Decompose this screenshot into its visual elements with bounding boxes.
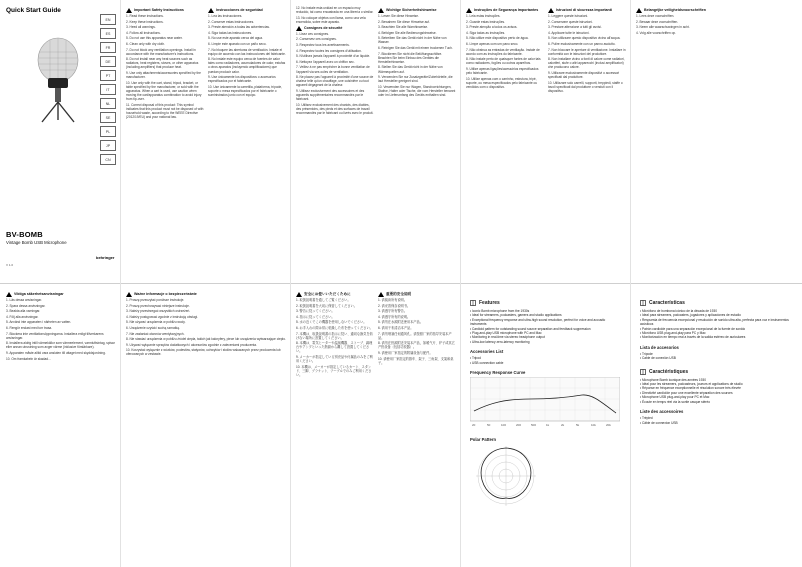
list-item: 10. 请使用厂家指定的推车、架子、三角架、支架和桌子。 [378, 356, 454, 365]
list-item: 6. Limpie este aparato con un paño seco. [208, 41, 267, 46]
safety-page-pl [120, 284, 290, 567]
feature-item: • Respuesta de frecuencia excepcional y resolución de sonido ultra alta, perfecta para voz e instrumentos acústicos [640, 317, 789, 327]
list-item: 2. 请妥善保存说明书。 [378, 303, 411, 308]
safety-column-pl [126, 290, 286, 567]
lang-tab: DE [100, 56, 116, 67]
list-item: 9. Use only attachments/accessories specified by the manufacturer. [126, 71, 201, 80]
list-item: 3. 请遵守所有警告。 [378, 309, 408, 314]
list-item: 8. 请勿在热源附近安装本产品，如暖气片、炉子或其它产热设备（包括功放器）。 [378, 341, 455, 350]
freq-tick: 20 [472, 423, 476, 428]
section-heading: Ważne informacje o bezpieczeństwie [134, 292, 197, 297]
list-item: 4. Siga todas las instrucciones. [208, 30, 252, 35]
lang-tab: EN [100, 14, 116, 25]
list-item: 1. Lisez ces consignes. [296, 31, 329, 36]
list-item: 8. 本機は、電気ヒーターや温風機器、ストーブ、調理台やアンプといった熱源から離して設置してください。 [296, 341, 373, 354]
list-item: 4. 指示に従ってください。 [296, 314, 335, 319]
safety-column-se [6, 290, 116, 567]
lang-tab: ES [100, 28, 116, 39]
list-item: 7. Blockieren Sie nicht die Belüftungsschlitze. Beachten Sie beim Einbau des Gerätes die Herstellerhinweise. [378, 51, 443, 64]
list-item: 7. 请勿堵塞任何通风孔。请按照厂家的指导安装本产品。 [378, 331, 452, 340]
list-item: 1. Leggere queste istruzioni. [548, 14, 589, 18]
list-item: 5. 请勿在水源附近使用本产品。 [378, 320, 423, 325]
list-item: 8. No instale este equipo cerca de fuentes de calor tales como radiadores, acumuladores de calor, estufas u otros aparatos (incluyendo amplificadores) que puedan producir calor. [208, 57, 286, 74]
list-item: 3. Preste atenção a todos os avisos. [466, 25, 518, 30]
safety-page-nl [630, 0, 802, 283]
list-item: 5. Betreiben Sie das Gerät nicht in der Nähe von Wasser. [378, 36, 447, 45]
list-item: 4. 请遵守所有的说明。 [378, 314, 411, 319]
freq-tick: 500 [531, 423, 537, 428]
feature-item: • Ultra-low latency zero-latency monitoring [470, 339, 530, 344]
frequency-heading: Frequency Response Curve [470, 370, 526, 376]
safety-column-nl [636, 6, 798, 283]
list-item: 6. Pulire esclusivamente con un panno asciutto. [548, 41, 616, 46]
list-item: 10. Utilisez exclusivement des chariots, des diables, des présentoirs, des pieds et des surfaces de travail recommandés par le fabricant ou livrés avec le produit. [296, 102, 374, 115]
safety-page-se [0, 284, 120, 567]
accessory-item: • Trípode [640, 351, 653, 356]
list-item: 8. Nie stawiać urządzenia w pobliżu źródeł ciepła, takich jak kaloryfery, piece lub urządzenia wytwarzające ciepło. [126, 337, 286, 342]
list-item: 6. Limpe apenas com um pano seco. [466, 41, 519, 46]
freq-tick: 2k [561, 423, 565, 428]
feature-item: • Micrófono USB plug-and-play para PC y Mac [640, 331, 706, 336]
list-item: 3. Preste atención a todas las advertencias. [208, 25, 270, 30]
frequency-response-chart [470, 377, 620, 427]
feature-item: • Réponse en fréquence exceptionnelle et résolution sonore très élevée [640, 386, 741, 391]
list-item: 2. Keep these instructions. [126, 19, 164, 24]
list-item: 8. Não instale perto de quaisquer fontes de calor tais como radiadores, fogões ou outros aparelhos. [466, 57, 541, 66]
list-item: 2. Bewaar deze voorschriften. [636, 19, 679, 24]
freq-tick: 10k [591, 423, 596, 428]
feature-item: • Directivité cardioïde pour une excellente séparation des sources [640, 390, 733, 395]
accessories-heading-fr: Liste des accessoires [640, 409, 684, 415]
lang-tab: NL [100, 98, 116, 109]
warning-icon [126, 8, 132, 13]
list-item: 1. Leia estas instruções. [466, 14, 501, 18]
feature-item: • Ideal for streamers, podcasters, gamers and studio applications [470, 313, 562, 318]
list-item: 8. Installera aldrig intill värmekällor som värmeelement, varmluftsintag, spisar eller annan utrustning som avger värme (inklusive förstärkare). [6, 341, 115, 350]
list-item: 6. Clean only with dry cloth. [126, 41, 165, 46]
warning-icon [126, 292, 132, 297]
list-item: 8. Do not install near any heat sources such as radiators, heat registers, stoves, or other apparatus (including amplifiers) that produce heat. [126, 57, 199, 70]
list-item: 1. Lees deze voorschriften. [636, 14, 675, 18]
section-heading: Consignes de sécurité [304, 26, 343, 31]
book-icon [640, 300, 646, 306]
safety-page-en-es [120, 0, 290, 283]
features-heading: Features [479, 300, 500, 306]
list-item: 4. Respectez toutes les consignes d'utilisation. [296, 48, 362, 53]
list-item: 1. Lesen Sie diese Hinweise. [378, 14, 419, 18]
feature-item: • Monitoring in real-time via stereo headphone output [470, 335, 545, 340]
lang-tab: IT [100, 84, 116, 95]
polar-pattern-chart [474, 444, 538, 508]
section-heading: Viktiga säkerhetsanvisningar [14, 292, 64, 297]
list-item: 5. Nie używać urządzenia w pobliżu wody. [126, 320, 186, 325]
section-heading: Belangrijke veiligheidsvoorschriften [644, 8, 706, 13]
list-item: 7. No bloquee las aberturas de ventilación. Instale el equipo de acuerdo con las instrucciones del fabricante. [208, 47, 286, 56]
book-icon [640, 369, 646, 375]
list-item: 1. Lea las instrucciones. [208, 14, 243, 18]
safety-column-it [548, 6, 626, 283]
list-item: 5. N'utilisez jamais l'appareil à proximité d'un liquide. [296, 54, 371, 59]
list-item: 7. 本機は、取扱説明書の指示に従い、適切な換気を妨げない場所に設置してください。 [296, 331, 373, 340]
feature-item: • Plug-and-play USB microphone with PC and Mac [470, 331, 542, 336]
warning-icon [296, 292, 302, 297]
list-item: 1. Proszę przeczytać poniższe instrukcje. [126, 298, 185, 302]
feature-item: • Cardioid pattern for outstanding sound source separation and feedback suppression [470, 326, 591, 331]
list-item: 9. Use únicamente los dispositivos o accesorios especificados por el fabricante. [208, 75, 276, 84]
features-heading-es: Características [649, 300, 685, 306]
list-item: 4. Applicare tutte le istruzioni. [548, 30, 590, 35]
feature-item: • Microphone Bomb iconique des années 1930 [640, 377, 706, 382]
accessory-item: • Cable de conexión USB [640, 356, 676, 361]
freq-tick: 20k [606, 423, 611, 428]
feature-item: • Micrófono de bombona icónico de la década de 1930 [640, 309, 717, 313]
safety-column-en [126, 6, 204, 283]
freq-tick: 1k [546, 423, 550, 428]
list-item: 2. 取扱説明書を大切に保管してください。 [296, 303, 357, 308]
list-item: 1. 请阅读所有说明。 [378, 298, 408, 302]
list-item: 7. Não obstrua as entradas de ventilação. Instale de acordo com as instruções do fabricante. [466, 47, 540, 56]
list-item: 5. Använd inte apparaten i närheten av vatten. [6, 320, 72, 325]
freq-tick: 50 [487, 423, 491, 428]
list-item: 2. Guarde estas instruções. [466, 19, 505, 24]
list-item: 3. Prestare attenzione a tutti gli avvisi. [548, 25, 602, 30]
feature-item: • Écoute en temps réel via la sortie casque stéréo [640, 399, 711, 404]
warning-icon [636, 8, 642, 13]
list-item: 3. Należy przestrzegać wszystkich ostrzeżeń. [126, 309, 191, 314]
safety-page-es-fr [290, 0, 460, 283]
list-item: 10. Verwenden Sie nur Wagen, Standvorrichtungen, Stative, Halter oder Tische, die vom Hersteller benannt oder im Lieferumfang des Geräts enthalten sind. [378, 84, 456, 97]
warning-icon [296, 26, 302, 31]
list-item: 6. 请用干布清洁本产品。 [378, 325, 414, 330]
list-item: 9. Verwenden Sie nur Zusatzgeräte/Zubehörteile, die laut Hersteller geeignet sind. [378, 75, 453, 84]
list-item: 5. Non utilizzare questo dispositivo vicino all'acqua. [548, 36, 621, 41]
accessory-item: • Tripod [470, 356, 481, 361]
model-name: BV-BOMB [6, 230, 43, 239]
accessory-item: • Trépied [640, 416, 653, 421]
microphone-image [28, 30, 88, 125]
list-item: 11. Correct disposal of this product: This symbol indicates that this product must not be disposed of with household waste, according to the WEEE Directive (2012/19/EU) and your national law. [126, 102, 204, 119]
list-item: 10. Om framkabeln är skadad... [6, 356, 51, 361]
lang-tab: SE [100, 112, 116, 123]
warning-icon [466, 8, 472, 13]
list-item: 2. Conservare queste istruzioni. [548, 19, 593, 24]
accessory-item: • USB connection cable [470, 360, 504, 365]
lang-tab: CN [100, 154, 116, 165]
feature-item: • Monitorización en tiempo real a través de la salida estéreo de auriculares [640, 335, 746, 340]
safety-column-cn [378, 290, 456, 567]
list-item: 12. No instale esta unidad en un espacio muy reducido, tal como encastrada en una librería o similar. [296, 6, 374, 15]
list-item: 9. Apparaten måste alltid vara ansluten till uttaget med skyddsjordning. [6, 350, 106, 355]
list-item: 6. Reinigen Sie das Gerät mit einem trockenen Tuch. [378, 46, 453, 51]
feature-item: • Iconic Bomb microphone from the 1930s [470, 309, 530, 313]
list-item: 1. Läs dessa anvisningar. [6, 298, 42, 302]
model-subtitle: Vintage Bomb USB Microphone [6, 240, 67, 245]
list-item: 4. Follow all instructions. [126, 30, 161, 35]
list-item: 1. 取扱説明書を通してご覧ください。 [296, 298, 351, 302]
list-item: 7. Veillez à ne pas empêcher la bonne ventilation de l'appareil via ses ouïes de ventilation. [296, 65, 370, 74]
safety-column-es [208, 6, 286, 283]
list-item: 3. Beachten Sie alle Warnhinweise. [378, 25, 429, 30]
freq-tick: 100 [501, 423, 507, 428]
list-item: 9. 请使用厂家指定的附属设备与配件。 [378, 350, 433, 355]
list-item: 9. Utilisez exclusivement des accessoires et des appareils supplémentaires recommandés par le fabricant. [296, 88, 365, 102]
safety-column-de [378, 6, 456, 283]
lang-tab: PL [100, 126, 116, 137]
language-tabs [100, 14, 116, 165]
list-item: 8. Stellen Sie das Gerät nicht in der Nähe von Wärmequellen auf. [378, 65, 443, 74]
list-item: 2. Conserve estas instrucciones. [208, 19, 255, 24]
list-item: 7. Blockera inte ventilationsöppningarna. Installera enligt tillverkarens anvisningar. [6, 331, 104, 340]
feature-item: • Idéal pour les streamers, podcasteurs, joueurs et applications de studio [640, 382, 743, 387]
list-item: 4. Följ alla anvisningar. [6, 314, 39, 319]
list-item: 6. Rengör endast med torr trasa. [6, 325, 53, 330]
list-item: 9. メーカーが指定している別売品や付属品のみをご利用ください。 [296, 355, 373, 364]
section-heading: Instruções de Segurança Importantes [474, 8, 539, 13]
section-heading: 安全にお使いいただくために [304, 292, 351, 297]
list-item: 5. Do not use this apparatus near water. [126, 36, 183, 41]
list-item: 8. Non installare vicino a fonti di calore come radiatori, caloriferi, stufe o altri apparecchi (inclusi amplificatori) che producono calore. [548, 57, 625, 70]
list-item: 7. Nie zasłaniać otworów wentylacyjnych. [126, 331, 185, 336]
list-item: 8. Ne placez pas l'appareil à proximité d'une source de chaleur telle qu'un chauffage, une cuisinière ou tout appareil dégageant de la chaleur. [296, 75, 374, 88]
list-item: 10. Utilizzare solo carrelli, supporti, treppiedi, staffe o tavoli specificati dal produttore o venduti con il dispositivo. [548, 80, 623, 93]
quick-start-title: Quick Start Guide [6, 7, 61, 14]
section-heading: 重要的安全说明 [386, 292, 412, 297]
list-item: 9. Używać wyłącznie sprzętów dodatkowych i akcesoriów zgodnie z zaleceniami producenta. [126, 342, 257, 347]
feature-item: • Patrón cardioide para una separación excepcional de la fuente de sonido [640, 326, 746, 331]
list-item: 6. お手入れの際は常に乾燥した布を使ってください。 [296, 325, 373, 330]
list-item: 5. 水の近くでこの機器を使用しないでください。 [296, 320, 367, 325]
list-item: 10. Use only with the cart, stand, tripod, bracket, or table specified by the manufacturer, or sold with the apparatus. When a cart is used, use caution when moving the cart/apparatus combination to avoid injury from tip-over. [126, 80, 202, 102]
list-item: 6. Urządzenie czyścić suchą szmatką. [126, 325, 180, 330]
list-item: 10. Korzystać wyłącznie z wózków, podestów, statywów, uchwytów i stołów wskazanych przez producenta lub oferowanych w zestawie. [126, 348, 281, 357]
warning-icon [6, 292, 12, 297]
section-heading: Important Safety Instructions [134, 8, 184, 13]
lang-tab: JP [100, 140, 116, 151]
list-item: 13. No coloque objetos con llama, como una vela encendida, sobre este aparato. [296, 15, 366, 24]
lang-tab: PT [100, 70, 116, 81]
feature-item: • Ideal para streamers, podcasters, jugadores y aplicaciones de estudio [640, 313, 741, 318]
version-number: V 1.0 [6, 263, 14, 267]
safety-column-jp [296, 290, 374, 567]
polar-heading: Polar Pattern [470, 437, 497, 443]
list-item: 2. Bewahren Sie diese Hinweise auf. [378, 19, 430, 24]
list-item: 10. Use únicamente la carretilla, plataforma, trípode, soporte o mesa especificados por el fabricante o suministrados junto con el equipo. [208, 84, 283, 97]
list-item: 4. Siga todas as instruções. [466, 30, 506, 35]
list-item: 3. Neem alle waarschuwingen in acht. [636, 25, 690, 30]
list-item: 4. Volg alle voorschriften op. [636, 30, 677, 35]
list-item: 4. Befolgen Sie alle Bedienungshinweise. [378, 30, 437, 35]
feature-item: • Microphone USB plug-and-play pour PC et Mac [640, 395, 710, 400]
freq-tick: 200 [516, 423, 522, 428]
section-heading: Istruzioni di sicurezza importanti [556, 8, 612, 13]
feature-item: • Exceptional frequency response and ultra-high sound resolution, perfect for voice and acoustic instruments [470, 317, 606, 327]
safety-column-pt [466, 6, 544, 283]
lang-tab: FR [100, 42, 116, 53]
list-item: 9. Utilize apenas ligações/acessórios especificados pelo fabricante. [466, 66, 539, 76]
list-item: 4. Należy postępować zgodnie z instrukcją obsługi. [126, 314, 198, 319]
list-item: 2. Spara dessa anvisningar. [6, 303, 46, 308]
features-page-en [460, 284, 630, 567]
list-item: 10. 本機は、メーカーが指定しているカート、スタンド、三脚、ブラケット、テーブルでのみご利用ください。 [296, 364, 372, 377]
warning-icon [208, 8, 214, 13]
list-item: 7. Do not block any ventilation openings. Install in accordance with the manufacturer's instructions. [126, 47, 196, 56]
warning-icon [378, 8, 384, 13]
cover-page [0, 0, 120, 283]
list-item: 9. Utilizzare esclusivamente dispositivi o accessori specificati dal produttore. [548, 71, 620, 80]
list-item: 3. Respectez tous les avertissements. [296, 43, 350, 48]
freq-tick: 5k [576, 423, 580, 428]
warning-icon [548, 8, 554, 13]
section-heading: Wichtige Sicherheitshinweise [386, 8, 437, 13]
accessory-item: • Câble de connexion USB [640, 420, 678, 425]
safety-page-jp-cn [290, 284, 460, 567]
safety-column-fr [296, 6, 374, 283]
section-heading: Instrucciones de seguridad [216, 8, 263, 13]
safety-page-pt [460, 0, 630, 283]
list-item: 3. Beakta alla varningar. [6, 309, 41, 314]
accessories-heading-es: Lista de accesorios [640, 344, 679, 350]
accessories-heading: Accessories List [470, 349, 504, 355]
list-item: 2. Proszę przechowywać niniejsze instrukcje. [126, 303, 190, 308]
list-item: 3. 警告に従ってください。 [296, 309, 335, 314]
book-icon [470, 300, 476, 306]
features-page-es-fr [630, 284, 802, 567]
list-item: 2. Conservez ces consignes. [296, 37, 337, 42]
list-item: 7. Non bloccare le aperture di ventilazione. Installare in conformità con le istruzioni del produttore. [548, 47, 626, 56]
list-item: 5. Não utilize este dispositivo perto de água. [466, 36, 529, 41]
list-item: 1. Read these instructions. [126, 14, 164, 18]
warning-icon [378, 292, 384, 297]
list-item: 10. Utilize apenas com o carrinho, estrutura, tripé, suporte, ou mesa especificados pelo fabricante ou vendidos com o dispositivo. [466, 76, 538, 89]
list-item: 3. Heed all warnings. [126, 25, 156, 30]
features-heading-fr: Caractéristiques [649, 368, 689, 375]
brand-logo: behringer [96, 255, 115, 260]
list-item: 6. Nettoyez l'appareil avec un chiffon sec. [296, 59, 355, 64]
list-item: 5. No use este aparato cerca del agua. [208, 36, 263, 41]
